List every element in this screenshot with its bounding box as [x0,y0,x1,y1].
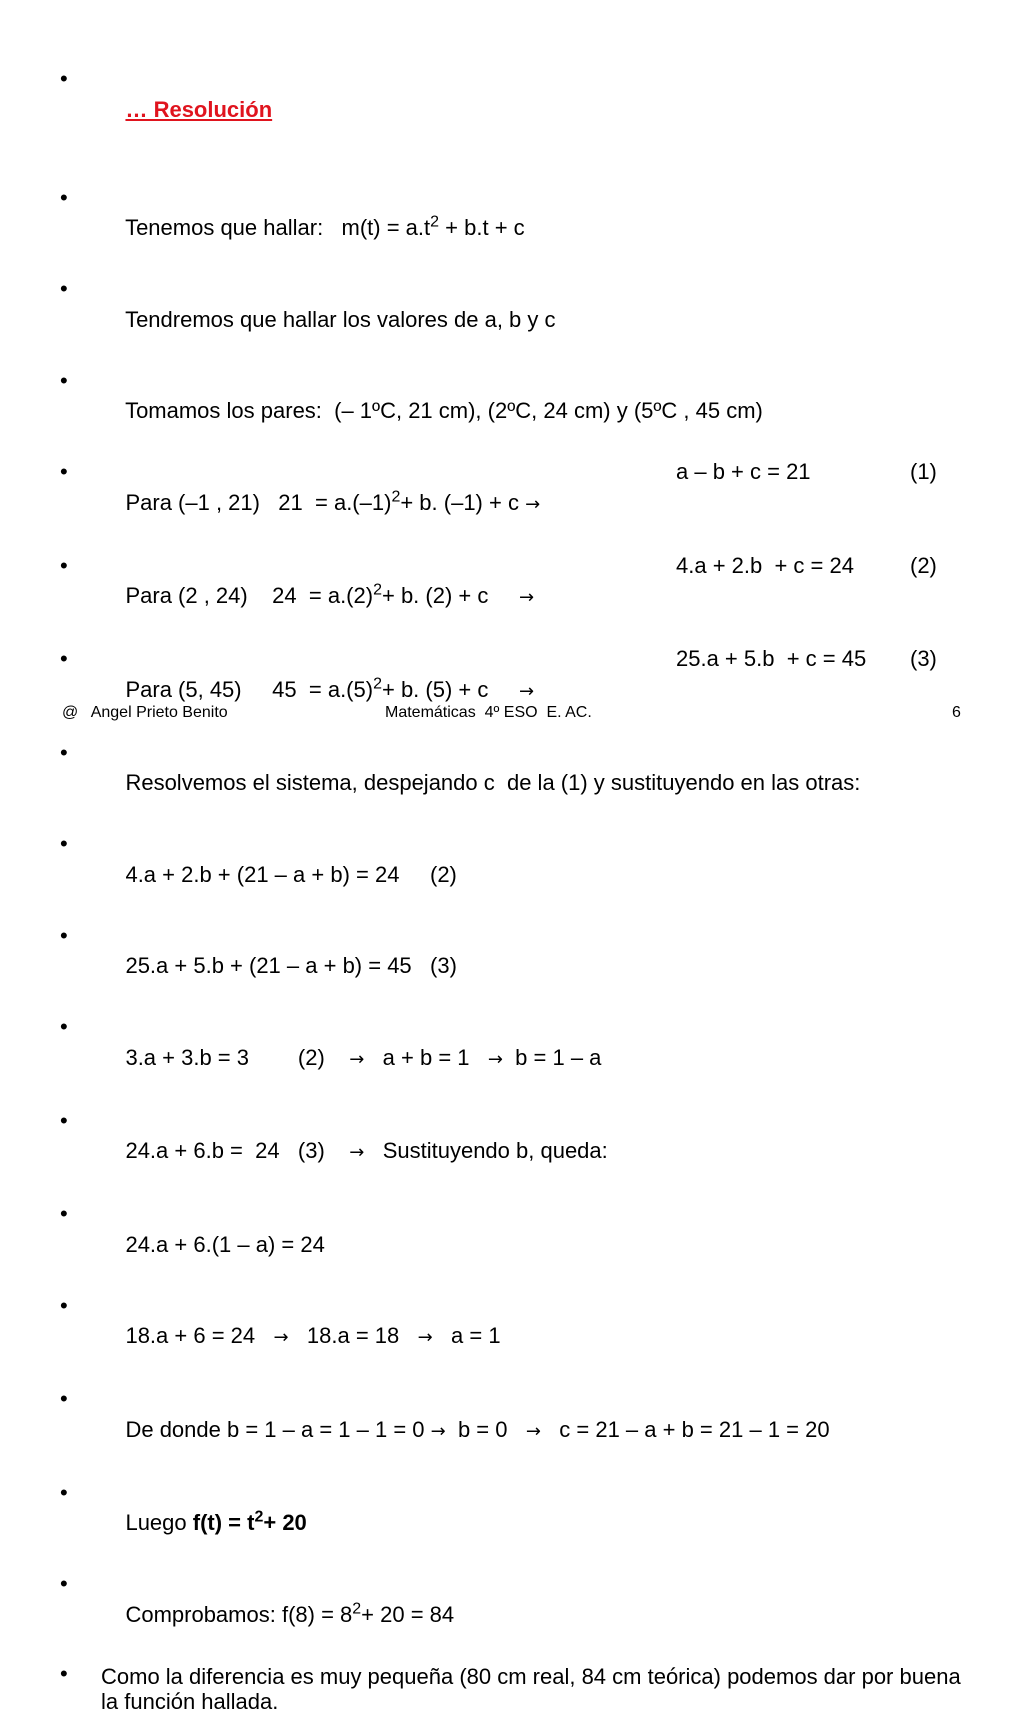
bullet-text: 24.a + 6.(1 – a) = 24 [125,1231,325,1257]
bullet-text: De donde b = 1 – a = 1 – 1 = 0 [125,1416,431,1442]
equation-number: (3) [910,646,937,671]
right-arrow-icon: → [518,680,535,702]
bullet-text: 18.a = 18 [288,1323,418,1348]
equation-result: a – b + c = 21 [676,459,811,484]
bullet-item [60,1384,980,1478]
bullet-text: Tendremos que hallar los valores de a, b y c [125,306,556,332]
equation-result: 25.a + 5.b + c = 45 [676,646,867,671]
bullet-text: + b. (5) + c [381,676,519,702]
right-arrow-icon: → [430,1420,446,1442]
exponent: 2 [373,675,382,693]
exponent: 2 [254,1508,264,1526]
bullet-text: Para (5, 45) 45 = a.(5) [125,676,374,702]
right-arrow-icon: → [349,1048,365,1070]
bullet-item [60,1012,980,1106]
bullet-heading [60,64,980,156]
exponent: 2 [352,1600,362,1618]
equation-number: (1) [910,459,937,484]
bullet-item [60,183,980,275]
bullet-item [60,829,980,921]
bullet-text: Como la diferencia es muy pequeña (80 cm real, 84 cm teórica) podemos dar por buena la función hallada. [101,1663,961,1714]
bullet-text: Luego [125,1510,193,1535]
bullet-text: b = 0 [445,1416,526,1442]
bullet-text: c = 21 – a + b = 21 – 1 = 20 [540,1416,830,1442]
bullet-text: + b.t + c [439,215,525,240]
bullet-text: 24.a + 6.b = 24 (3) [125,1138,350,1163]
bullet-item [60,921,980,1013]
bullet-item [60,738,980,830]
bullet-item [60,366,980,458]
bullet-text: + 20 = 84 [361,1601,455,1627]
bullet-item [60,644,980,738]
equation-number: (2) [910,552,937,578]
bullet-item [60,1569,980,1661]
footer-author: @ Angel Prieto Benito [62,704,228,721]
exponent: 2 [391,488,401,506]
bullet-item [60,1199,980,1291]
bullet-text: Resolvemos el sistema, despejando c de la (1) y sustituyendo en las otras: [125,770,861,795]
final-function: + 20 [263,1510,307,1535]
bullet-item [60,1478,980,1570]
right-arrow-icon: → [487,1048,503,1070]
bullet-text: a = 1 [432,1323,501,1348]
bullet-text: a + b = 1 [364,1044,488,1070]
bullet-text: Para (2 , 24) 24 = a.(2) [125,583,374,608]
bullet-text: + b. (2) + c [381,583,519,608]
footer-course: Matemáticas 4º ESO E. AC. [385,704,592,721]
resolution-heading: … Resolución [125,96,273,122]
right-arrow-icon: → [349,1142,365,1163]
exponent: 2 [373,581,382,599]
bullet-text: b = 1 – a [502,1044,602,1070]
footer-page-number: 6 [952,704,961,721]
bullet-text: 4.a + 2.b + (21 – a + b) = 24 (2) [125,861,457,887]
bullet-text: Para (–1 , 21) 21 = a.(–1) [125,489,392,515]
slide-bullet-list [60,64,980,1714]
bullet-text: Tenemos que hallar: m(t) = a.t [125,215,431,240]
right-arrow-icon: → [273,1327,289,1348]
bullet-text: + b. (–1) + c [400,489,526,515]
exponent: 2 [430,213,440,231]
right-arrow-icon: → [417,1327,433,1348]
equation-result: 4.a + 2.b + c = 24 [676,552,854,578]
bullet-text: 18.a + 6 = 24 [125,1323,274,1348]
bullet-text: 3.a + 3.b = 3 (2) [125,1044,350,1070]
final-function: f(t) = t [192,1510,255,1535]
bullet-text: Tomamos los pares: (– 1ºC, 21 cm), (2ºC, 24 cm) y (5ºC , 45 cm) [125,398,763,423]
bullet-text: 25.a + 5.b + (21 – a + b) = 45 (3) [125,953,457,978]
bullet-item [60,1661,980,1714]
right-arrow-icon: → [525,1420,541,1442]
bullet-text: Comprobamos: f(8) = 8 [125,1601,353,1627]
bullet-text: Sustituyendo b, queda: [364,1138,608,1163]
bullet-item [60,1291,980,1385]
bullet-item [60,1106,980,1200]
bullet-item [60,457,980,551]
bullet-item [60,274,980,366]
right-arrow-icon: → [525,493,541,515]
bullet-item [60,551,980,645]
right-arrow-icon: → [518,587,535,608]
